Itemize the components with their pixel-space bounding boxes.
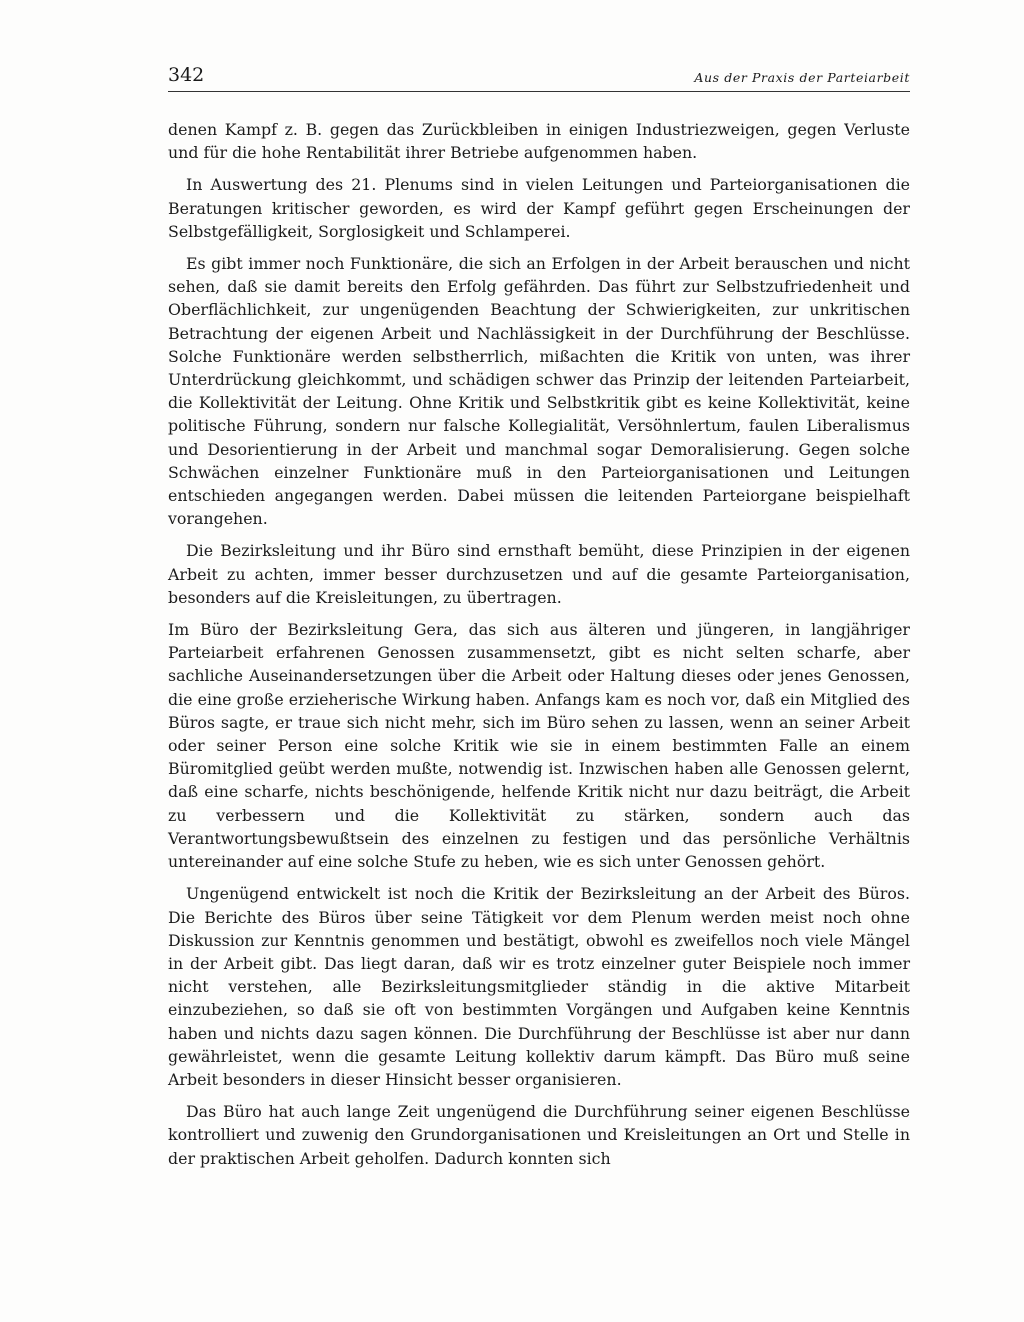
- page-number: 342: [168, 64, 205, 86]
- paragraph: Im Büro der Bezirksleitung Gera, das sich aus älteren und jüngeren, in langjähriger Parteiarbeit erfahrenen Genossen zusammensetzt, gibt es nicht selten scharfe, aber sachliche Auseinandersetzungen über die Arbeit oder Haltung dieses oder jenes Genossen, die eine große erzieherische Wirkung haben. Anfangs kam es noch vor, daß ein Mitglied des Büros sagte, er traue sich nicht mehr, sich im Büro sehen zu lassen, wenn an seiner Arbeit oder seiner Person eine solche Kritik wie sie in einem bestimmten Falle an einem Büromitglied geübt werden mußte, notwendig ist. Inzwischen haben alle Genossen gelernt, daß eine scharfe, nichts beschönigende, helfende Kritik nicht nur dazu beiträgt, die Arbeit zu verbessern und die Kollektivität zu stärken, sondern auch das Verantwortungsbewußtsein des einzelnen zu festigen und das persönliche Verhältnis untereinander auf eine solche Stufe zu heben, wie es sich unter Genossen gehört.: [168, 620, 910, 872]
- paragraph: Die Bezirksleitung und ihr Büro sind ernsthaft bemüht, diese Prinzipien in der eigenen Arbeit zu achten, immer besser durchzusetzen und auf die gesamte Parteiorganisation, besonders auf die Kreisleitungen, zu übertragen.: [168, 541, 910, 607]
- header-rule: [168, 91, 910, 92]
- paragraph: Das Büro hat auch lange Zeit ungenügend die Durchführung seiner eigenen Beschlüsse kontrolliert und zuwenig den Grundorganisationen und Kreisleitungen an Ort und Stelle in der praktischen Arbeit geholfen. Dadurch konnten sich: [168, 1102, 910, 1168]
- paragraph: Ungenügend entwickelt ist noch die Kritik der Bezirksleitung an der Arbeit des Büros. Die Berichte des Büros über seine Tätigkeit vor dem Plenum werden meist noch ohne Diskussion zur Kenntnis genommen und bestätigt, obwohl es zweifellos noch viele Mängel in der Arbeit gibt. Das liegt daran, daß wir es trotz einzelner guter Beispiele noch immer nicht verstehen, alle Bezirksleitungsmitglieder ständig in die aktive Mitarbeit einzubeziehen, so daß sie oft von bestimmten Vorgängen und Aufgaben keine Kenntnis haben und nichts dazu sagen können. Die Durchführung der Beschlüsse ist aber nur dann gewährleistet, wenn die gesamte Leitung kollektiv darum kämpft. Das Büro muß seine Arbeit besonders in dieser Hinsicht besser organisieren.: [168, 884, 910, 1089]
- paragraph: Es gibt immer noch Funktionäre, die sich an Erfolgen in der Arbeit berauschen und nicht sehen, daß sie damit bereits den Erfolg gefährden. Das führt zur Selbstzufriedenheit und Oberflächlichkeit, zur ungenügenden Beachtung der Schwierigkeiten, zur unkritischen Betrachtung der eigenen Arbeit und Nachlässigkeit in der Durchführung der Beschlüsse. Solche Funktionäre werden selbstherrlich, mißachten die Kritik von unten, was ihrer Unterdrückung gleichkommt, und schädigen schwer das Prinzip der leitenden Parteiarbeit, die Kollektivität der Leitung. Ohne Kritik und Selbstkritik gibt es keine Kollektivität, keine politische Führung, sondern nur falsche Kollegialität, Versöhnlertum, faulen Liberalismus und Desorientierung in der Arbeit und manchmal sogar Demoralisierung. Gegen solche Schwächen einzelner Funktionäre muß in den Parteiorganisationen und Leitungen entschieden angegangen werden. Dabei müssen die leitenden Parteiorgane beispielhaft vorangehen.: [168, 254, 910, 529]
- running-title: Aus der Praxis der Parteiarbeit: [694, 70, 910, 85]
- paragraph: denen Kampf z. B. gegen das Zurückbleiben in einigen Industriezweigen, gegen Verluste und für die hohe Rentabilität ihrer Betriebe aufgenommen haben.: [168, 120, 910, 163]
- page-header: [168, 64, 910, 94]
- paragraph: In Auswertung des 21. Plenums sind in vielen Leitungen und Parteiorganisationen die Beratungen kritischer geworden, es wird der Kampf geführt gegen Erscheinungen der Selbstgefälligkeit, Sorglosigkeit und Schlamperei.: [168, 175, 910, 241]
- body-text: [168, 118, 910, 1179]
